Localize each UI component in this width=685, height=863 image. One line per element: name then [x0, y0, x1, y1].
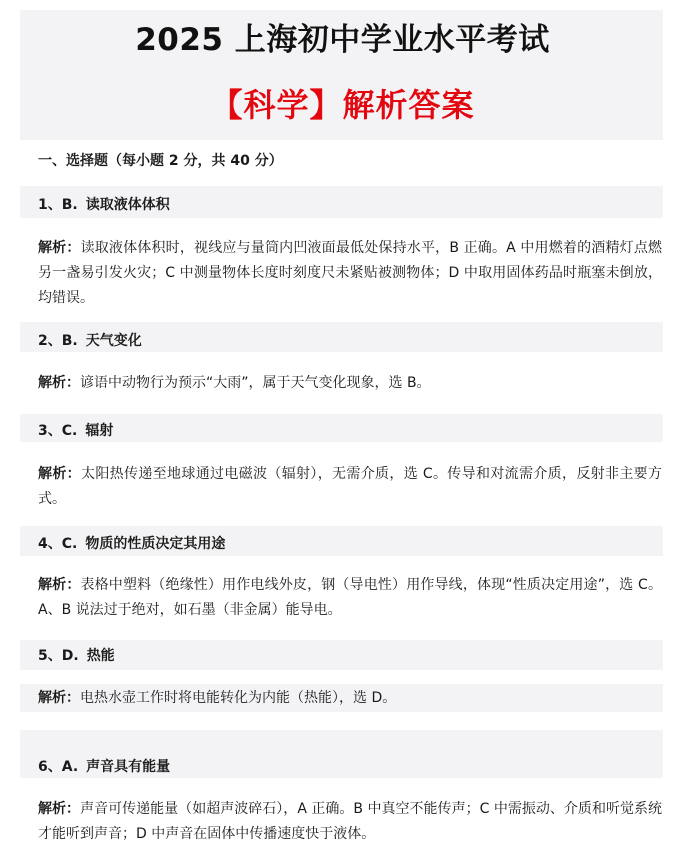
document-subtitle: 【科学】解析答案	[210, 86, 475, 124]
question-5-label: 解析：	[38, 690, 80, 706]
question-4-text: 表格中塑料（绝缘性）用作电线外皮，钢（导电性）用作导线，体现“性质决定用途”，选 C。A、B 说法过于绝对，如石墨（非金属）能导电。	[38, 577, 662, 618]
question-5-topic: 热能	[86, 648, 115, 664]
question-1-number: 1、B.	[38, 197, 78, 213]
question-6-text: 声音可传递能量（如超声波碎石），A 正确。B 中真空不能传声；C 中需振动、介质和听觉系统才能听到声音；D 中声音在固体中传播速度快于液体。	[38, 801, 663, 842]
section-heading: 一、选择题（每小题 2 分，共 40 分）	[38, 153, 283, 169]
question-2-explanation	[38, 371, 662, 396]
question-4-number: 4、C.	[38, 536, 78, 552]
question-5-explanation	[38, 686, 662, 711]
question-2-title	[38, 330, 142, 350]
question-2-topic: 天气变化	[85, 333, 142, 349]
document-title: 2025 上海初中学业水平考试	[135, 22, 550, 58]
question-5-number: 5、D.	[38, 648, 79, 664]
question-3-topic: 辐射	[85, 423, 114, 439]
question-4-topic: 物质的性质决定其用途	[85, 536, 226, 552]
question-6-explanation	[38, 797, 662, 847]
question-1-title	[38, 194, 170, 214]
question-1-text: 读取液体体积时，视线应与量筒内凹液面最低处保持水平，B 正确。A 中用燃着的酒精灯点燃另一盏易引发火灾；C 中测量物体长度时刻度尺未紧贴被测物体；D 中取用固体药品时瓶塞未倒放，均错误。	[38, 240, 662, 306]
question-2-label: 解析：	[38, 375, 80, 391]
question-4-explanation	[38, 573, 662, 623]
question-3-number: 3、C.	[38, 423, 78, 439]
question-4-label: 解析：	[38, 577, 81, 593]
question-5-title	[38, 645, 115, 665]
question-2-text: 谚语中动物行为预示“大雨”，属于天气变化现象，选 B。	[80, 375, 431, 391]
question-4-title	[38, 533, 225, 553]
question-3-title	[38, 420, 113, 440]
q3-title-shade	[20, 414, 663, 442]
question-6-label: 解析：	[38, 801, 81, 817]
question-6-number: 6、A.	[38, 759, 79, 775]
question-2-number: 2、B.	[38, 333, 78, 349]
question-3-explanation	[38, 462, 662, 512]
question-1-topic: 读取液体体积	[85, 197, 170, 213]
question-6-title	[38, 756, 170, 776]
question-6-topic: 声音具有能量	[86, 759, 171, 775]
q5-title-shade	[20, 640, 663, 670]
question-3-label: 解析：	[38, 466, 82, 482]
question-5-text: 电热水壶工作时将电能转化为内能（热能），选 D。	[80, 690, 397, 706]
question-1-label: 解析：	[38, 240, 81, 256]
question-3-text: 太阳热传递至地球通过电磁波（辐射），无需介质，选 C。传导和对流需介质，反射非主要方式。	[38, 466, 662, 507]
question-1-explanation	[38, 236, 662, 311]
